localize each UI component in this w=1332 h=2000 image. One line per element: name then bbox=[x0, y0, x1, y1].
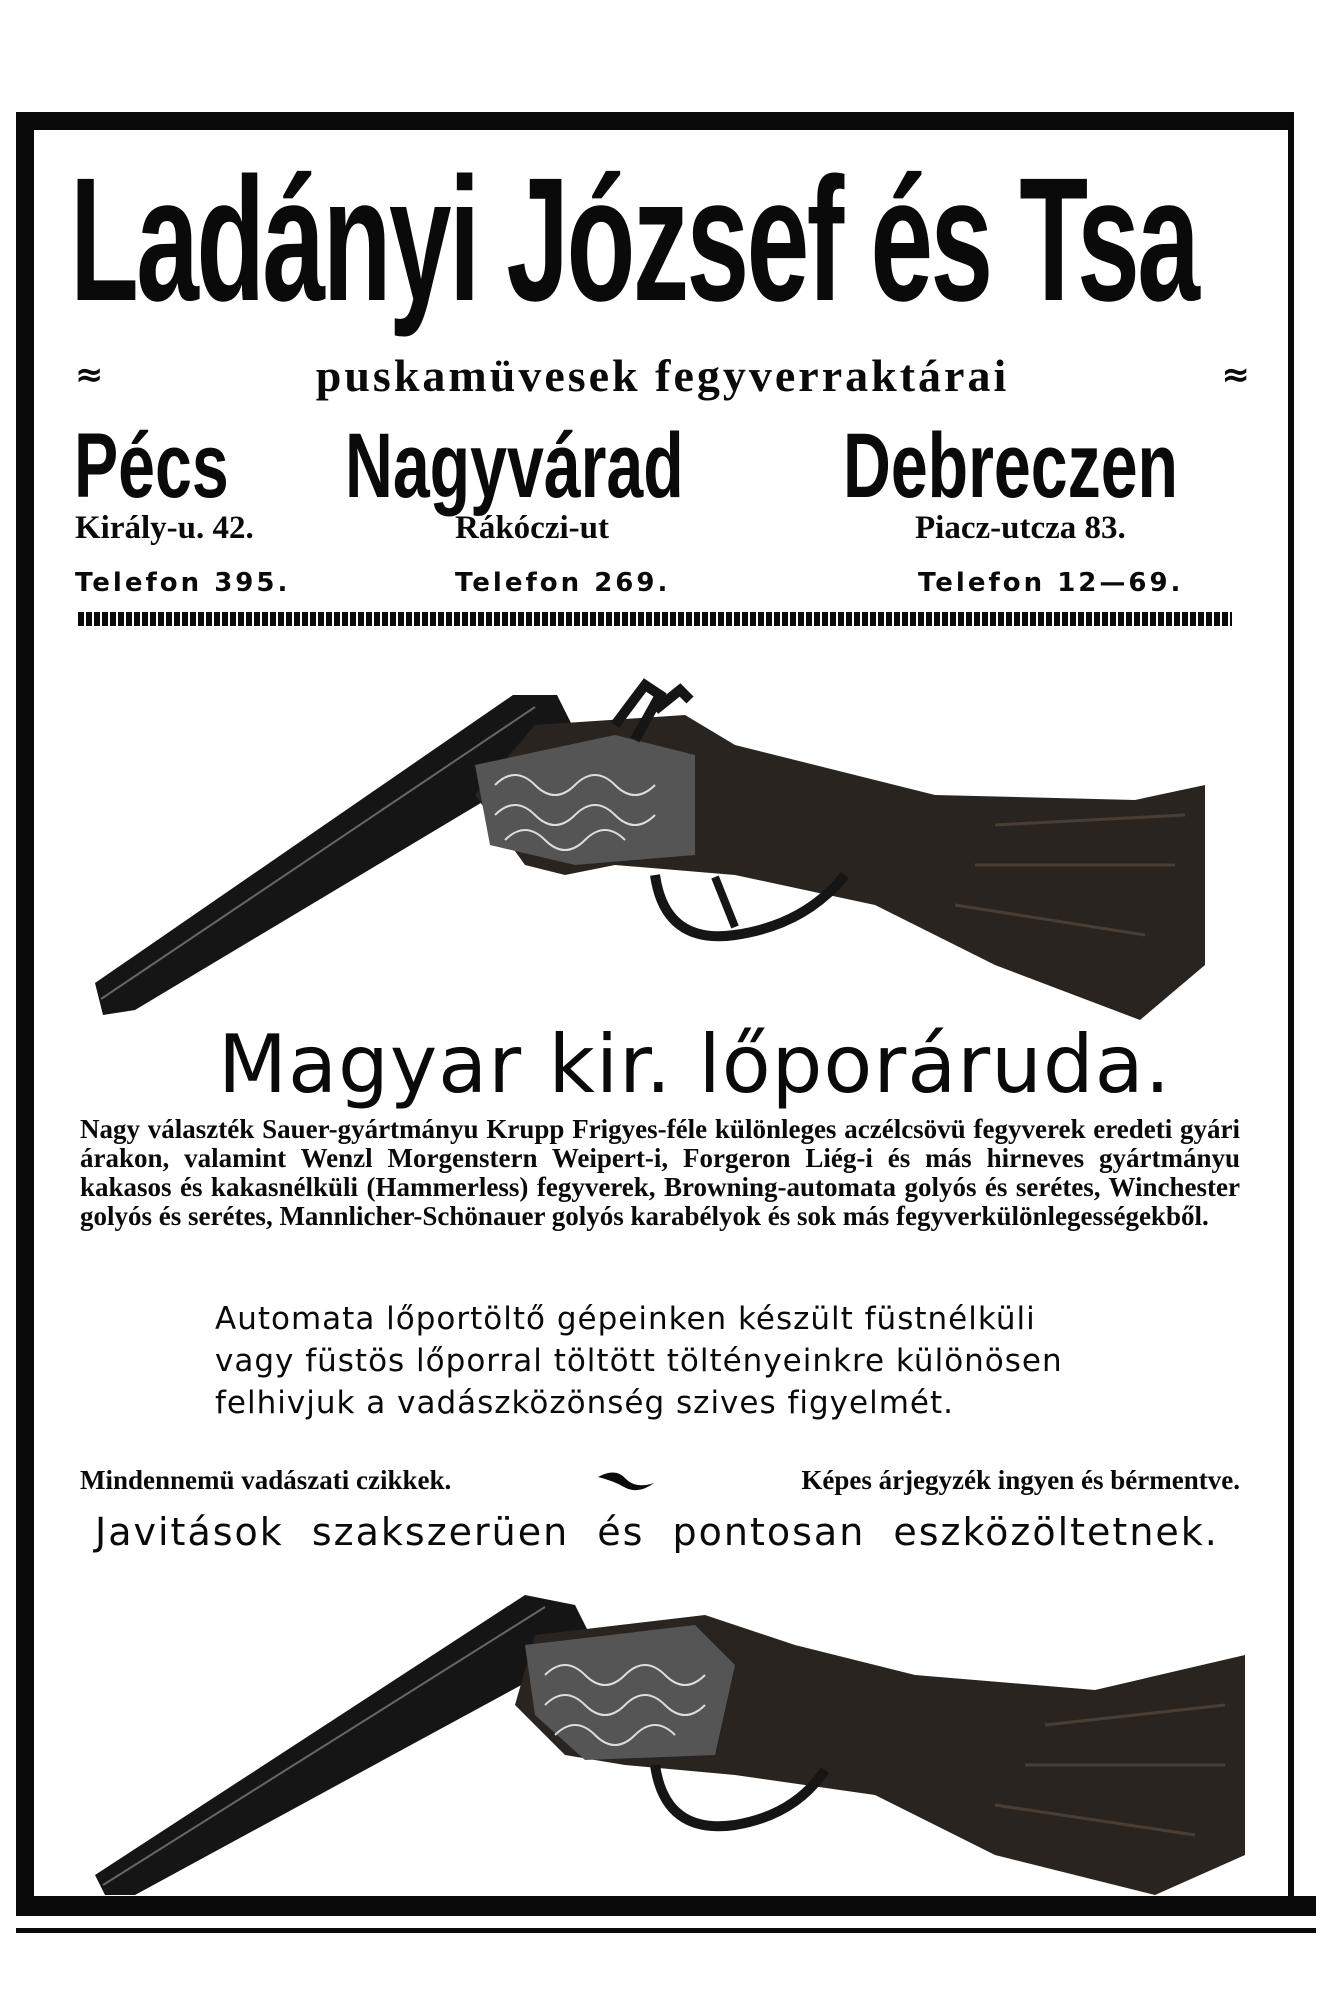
firm-name: Ladányi József és Tsa bbox=[70, 142, 1198, 338]
telephone-nagyvarad: Telefon 269. bbox=[455, 568, 671, 598]
double-barrel-hammer-shotgun-illustration bbox=[95, 665, 1215, 1025]
double-barrel-hammerless-shotgun-illustration bbox=[95, 1555, 1245, 1895]
section-heading: Magyar kir. lőporáruda. bbox=[218, 1018, 1172, 1111]
catalog-text: Képes árjegyzék ingyen és bérmentve. bbox=[801, 1464, 1240, 1495]
city-pecs: Pécs bbox=[74, 415, 229, 517]
hunting-goods-text: Mindennemü vadászati czikkek. bbox=[80, 1464, 452, 1495]
bottom-border-rule-thin bbox=[16, 1928, 1316, 1933]
city-nagyvarad: Nagyvárad bbox=[345, 415, 684, 517]
city-debreczen: Debreczen bbox=[843, 415, 1179, 517]
address-pecs: Király-u. 42. bbox=[75, 510, 254, 546]
address-nagyvarad: Rákóczi-ut bbox=[455, 510, 609, 546]
telephone-debreczen: Telefon 12—69. bbox=[918, 568, 1184, 598]
bird-ornament-icon bbox=[596, 1465, 656, 1495]
subtitle-row bbox=[75, 350, 1250, 400]
decorative-dotted-bar bbox=[78, 612, 1232, 626]
subtitle: puskamüvesek fegyverraktárai bbox=[315, 349, 1010, 401]
cartridge-promo: Automata lőportöltő gépeinken készült füstnélküli vagy füstös lőporral töltött töltényeinkre különösen felhivjuk a vadászközönség szives figyelmét. bbox=[215, 1301, 1063, 1421]
product-description: Nagy választék Sauer-gyártmányu Krupp Frigyes-féle különleges aczélcsövü fegyverek eredeti gyári árakon, valamint Wenzl Morgenstern Weipert-i, Forgeron Liég-i és más hirneves gyártmányu kakasos és kakasnélküli (Hammerless) fegyverek, Browning-automata golyós és serétes, Winchester golyós és serétes, Mannlicher-Schönauer golyós karabélyok és sok más fegyverkülönlegességekből. bbox=[80, 1114, 1240, 1231]
right-ornament-icon: ≈ bbox=[1221, 355, 1250, 395]
repair-line: Javitások szakszerüen és pontosan eszközöltetnek. bbox=[95, 1510, 1219, 1554]
catalog-line bbox=[80, 1460, 1240, 1500]
left-ornament-icon: ≈ bbox=[75, 355, 104, 395]
bottom-border-rule bbox=[16, 1896, 1316, 1916]
address-debreczen: Piacz-utcza 83. bbox=[915, 510, 1126, 546]
telephone-pecs: Telefon 395. bbox=[75, 568, 291, 598]
